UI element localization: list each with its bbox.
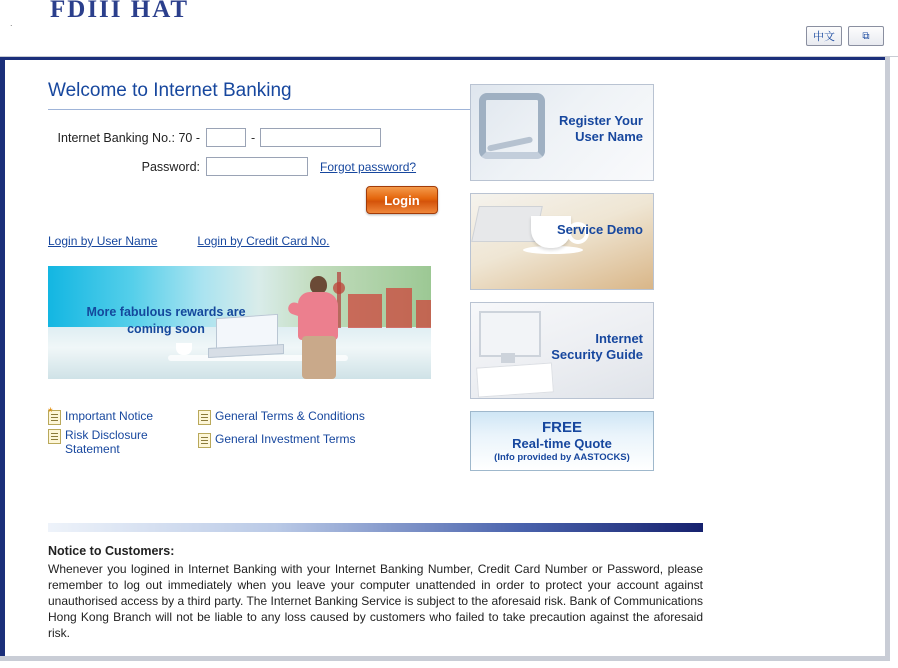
- window-popout-icon[interactable]: ⧉: [848, 26, 884, 46]
- person-illustration: [286, 276, 356, 379]
- notice-link-item[interactable]: [48, 428, 178, 456]
- site-header: [0, 0, 898, 57]
- document-icon: [198, 433, 211, 448]
- quote-line1: FREE: [541, 419, 582, 436]
- promo-label-line1: Register Your: [558, 113, 643, 128]
- promo-label: [533, 331, 643, 363]
- content-frame-inner: [0, 57, 885, 656]
- content-frame: [0, 57, 890, 661]
- promo-label-line2: User Name: [575, 129, 643, 144]
- risk-disclosure-statement-link[interactable]: Risk Disclosure Statement: [65, 428, 148, 456]
- bank-logo: FDIII HAT: [50, 0, 190, 18]
- page-title: Welcome to Internet Banking: [48, 80, 480, 110]
- promo-label: [533, 222, 643, 238]
- internet-banking-number-label: Internet Banking No.: 70 -: [57, 130, 200, 145]
- general-terms-conditions-link[interactable]: General Terms & Conditions: [215, 409, 365, 423]
- login-button[interactable]: Login: [366, 186, 438, 214]
- general-investment-terms-link[interactable]: General Investment Terms: [215, 432, 356, 446]
- banner-cup-icon: [176, 343, 192, 355]
- promotion-banner[interactable]: [48, 266, 431, 379]
- promo-label-line1: Internet: [595, 331, 643, 346]
- quote-line2: Real-time Quote: [512, 436, 612, 451]
- gradient-divider: [48, 523, 703, 532]
- password-label: Password:: [141, 159, 200, 174]
- quote-line3: (Info provided by AASTOCKS): [494, 452, 630, 463]
- password-input[interactable]: [206, 157, 308, 176]
- paper-icon: [476, 362, 554, 397]
- banner-text-line2: coming soon: [127, 322, 205, 336]
- login-by-credit-card-link[interactable]: Login by Credit Card No.: [197, 234, 330, 248]
- banner-text-line1: More fabulous rewards are: [86, 305, 246, 319]
- notice-link-item[interactable]: [198, 409, 365, 425]
- header-button-group: [806, 26, 884, 46]
- promo-free-realtime-quote[interactable]: [470, 411, 654, 471]
- ib-number-separator: -: [251, 130, 256, 145]
- promo-service-demo[interactable]: [470, 193, 654, 290]
- banner-building-icon: [386, 288, 412, 328]
- language-toggle-button[interactable]: 中文: [806, 26, 842, 46]
- document-icon: [48, 429, 61, 444]
- left-rail: [0, 60, 5, 656]
- ib-number-part1-input[interactable]: [206, 128, 246, 147]
- notice-link-group: [48, 409, 468, 465]
- monitor-icon: [479, 311, 541, 357]
- promo-panel: [470, 84, 655, 483]
- monitor-stand-icon: [501, 353, 515, 363]
- login-by-user-name-link[interactable]: Login by User Name: [48, 234, 158, 248]
- banner-text: [66, 304, 266, 338]
- important-notice-link[interactable]: Important Notice: [65, 409, 154, 423]
- header-dot: .: [10, 18, 13, 28]
- notice-link-item[interactable]: [48, 409, 153, 425]
- notice-title: Notice to Customers:: [48, 544, 175, 558]
- banner-building-icon: [416, 300, 431, 328]
- notice-to-customers: [48, 544, 703, 641]
- notice-link-item[interactable]: [198, 432, 356, 448]
- ib-number-part2-input[interactable]: [260, 128, 381, 147]
- forgot-password-link[interactable]: Forgot password?: [320, 159, 417, 174]
- promo-internet-security-guide[interactable]: [470, 302, 654, 399]
- promo-register-user-name[interactable]: [470, 84, 654, 181]
- promo-label: [533, 113, 643, 145]
- person-legs: [302, 336, 336, 379]
- notice-body: Whenever you logined in Internet Banking with your Internet Banking Number, Credit Card Number or Password, please remember to log out immediately when you leave your computer unattended in order to protect your account against unauthorised access by a third party. The Internet Banking Service is subject to the aforesaid risk. Bank of Communications Hong Kong Branch will not be liable to any loss caused by customers who failed to take precaution against the aforesaid risk.: [48, 562, 703, 640]
- document-icon: [198, 410, 211, 425]
- promo-label-line1: Service Demo: [557, 222, 643, 237]
- promo-label-line2: Security Guide: [551, 347, 643, 362]
- document-star-icon: [48, 410, 61, 425]
